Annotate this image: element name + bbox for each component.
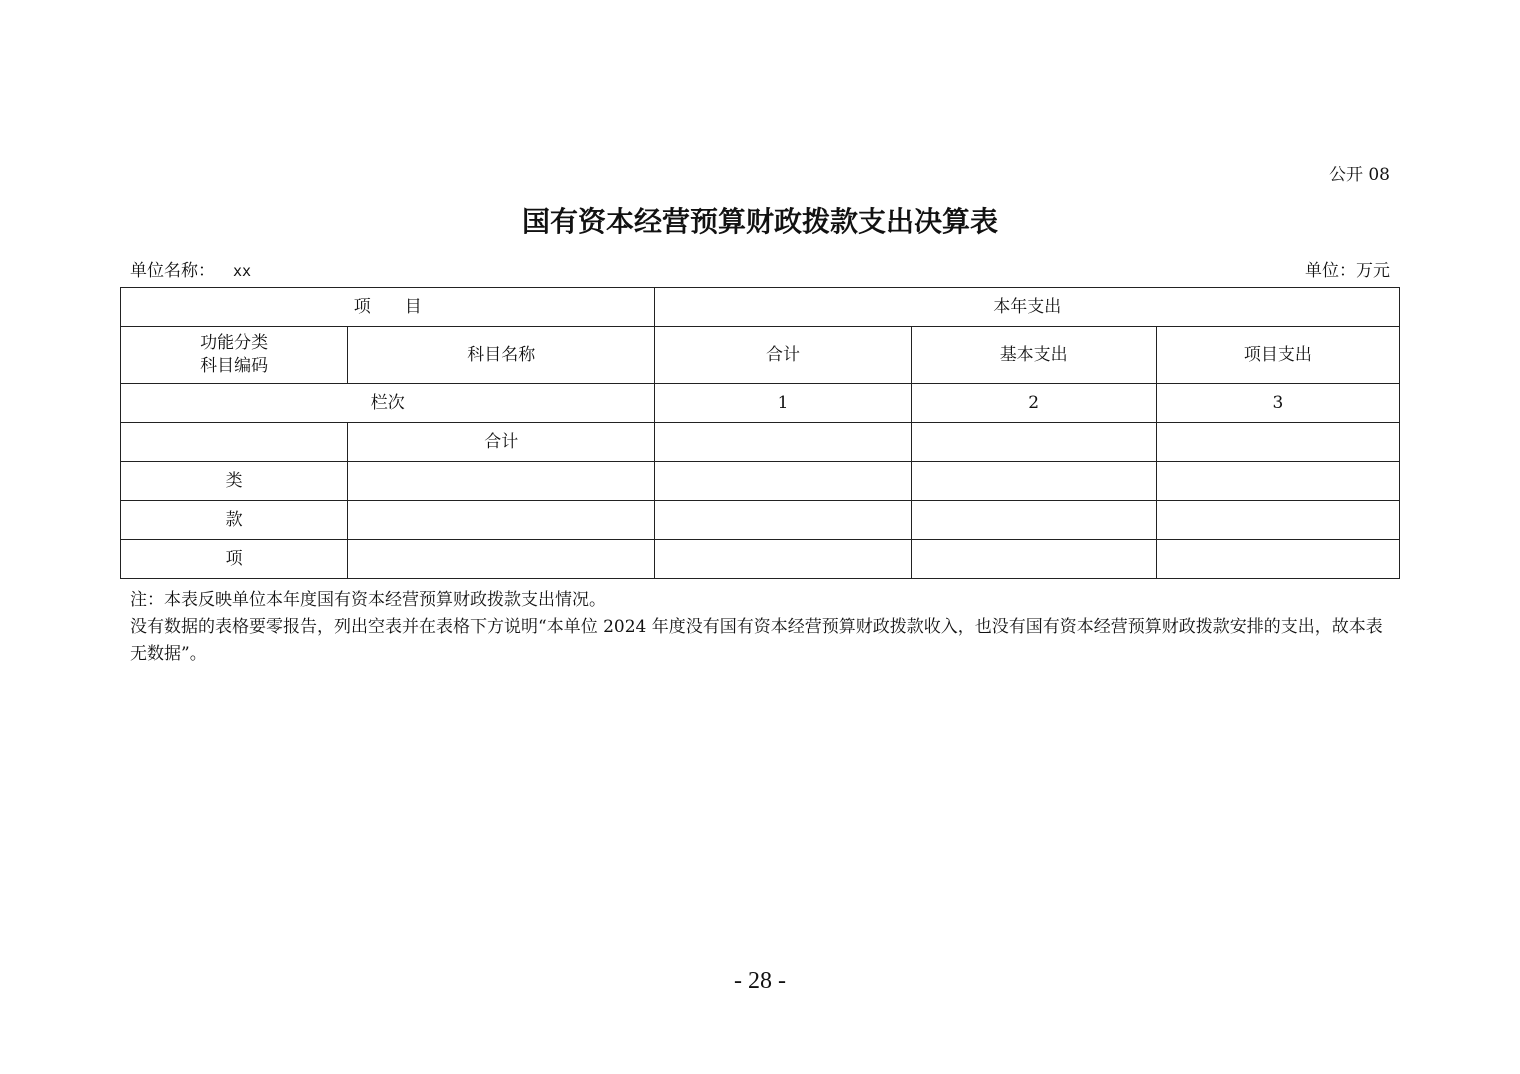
row-section-basic	[911, 501, 1156, 540]
header-subject-name: 科目名称	[348, 327, 655, 384]
unit-info-row	[130, 256, 1390, 281]
header-basic-expense: 基本支出	[911, 327, 1156, 384]
column-index-label: 栏次	[121, 384, 655, 423]
total-row-label: 合计	[348, 423, 655, 462]
column-index-3: 3	[1156, 384, 1399, 423]
row-category-name	[348, 462, 655, 501]
table-notes	[130, 587, 1390, 668]
header-total: 合计	[655, 327, 911, 384]
total-row-total	[655, 423, 911, 462]
table-row	[121, 540, 1400, 579]
page-title: 国有资本经营预算财政拨款支出决算表	[521, 205, 998, 238]
column-index-row	[121, 384, 1400, 423]
row-section-project	[1156, 501, 1399, 540]
table-row	[121, 462, 1400, 501]
budget-table	[120, 287, 1400, 579]
row-category-total	[655, 462, 911, 501]
row-category-project	[1156, 462, 1399, 501]
row-section-total	[655, 501, 911, 540]
row-category-code: 类	[121, 462, 348, 501]
header-current-year: 本年支出	[655, 288, 1400, 327]
column-index-1: 1	[655, 384, 911, 423]
total-row-project	[1156, 423, 1399, 462]
unit-name-value: xx	[233, 262, 252, 280]
row-item-basic	[911, 540, 1156, 579]
row-item-name	[348, 540, 655, 579]
unit-name	[130, 256, 251, 281]
total-row	[121, 423, 1400, 462]
row-item-project	[1156, 540, 1399, 579]
header-function-code-line1: 功能分类	[200, 333, 269, 354]
unit-name-label: 单位名称：	[130, 261, 215, 281]
header-project: 项 目	[121, 288, 655, 327]
currency-unit: 单位：万元	[1305, 261, 1390, 281]
row-section-code: 款	[121, 501, 348, 540]
row-section-name	[348, 501, 655, 540]
page-number: - 28 -	[734, 968, 786, 994]
table-row	[121, 501, 1400, 540]
row-item-total	[655, 540, 911, 579]
total-row-code	[121, 423, 348, 462]
table-subheader-row	[121, 327, 1400, 384]
header-function-code-line2: 科目编码	[200, 356, 269, 376]
header-function-code	[121, 327, 348, 384]
header-project-expense: 项目支出	[1156, 327, 1399, 384]
page-tag: 公开 08	[1328, 165, 1390, 185]
note-line-2: 没有数据的表格要零报告，列出空表并在表格下方说明“本单位 2024 年度没有国有资本经营预算财政拨款收入，也没有国有资本经营预算财政拨款安排的支出，故本表无数据”。	[130, 617, 1383, 664]
note-line-1: 注：本表反映单位本年度国有资本经营预算财政拨款支出情况。	[130, 590, 606, 610]
row-item-code: 项	[121, 540, 348, 579]
column-index-2: 2	[911, 384, 1156, 423]
table-header-row	[121, 288, 1400, 327]
total-row-basic	[911, 423, 1156, 462]
row-category-basic	[911, 462, 1156, 501]
